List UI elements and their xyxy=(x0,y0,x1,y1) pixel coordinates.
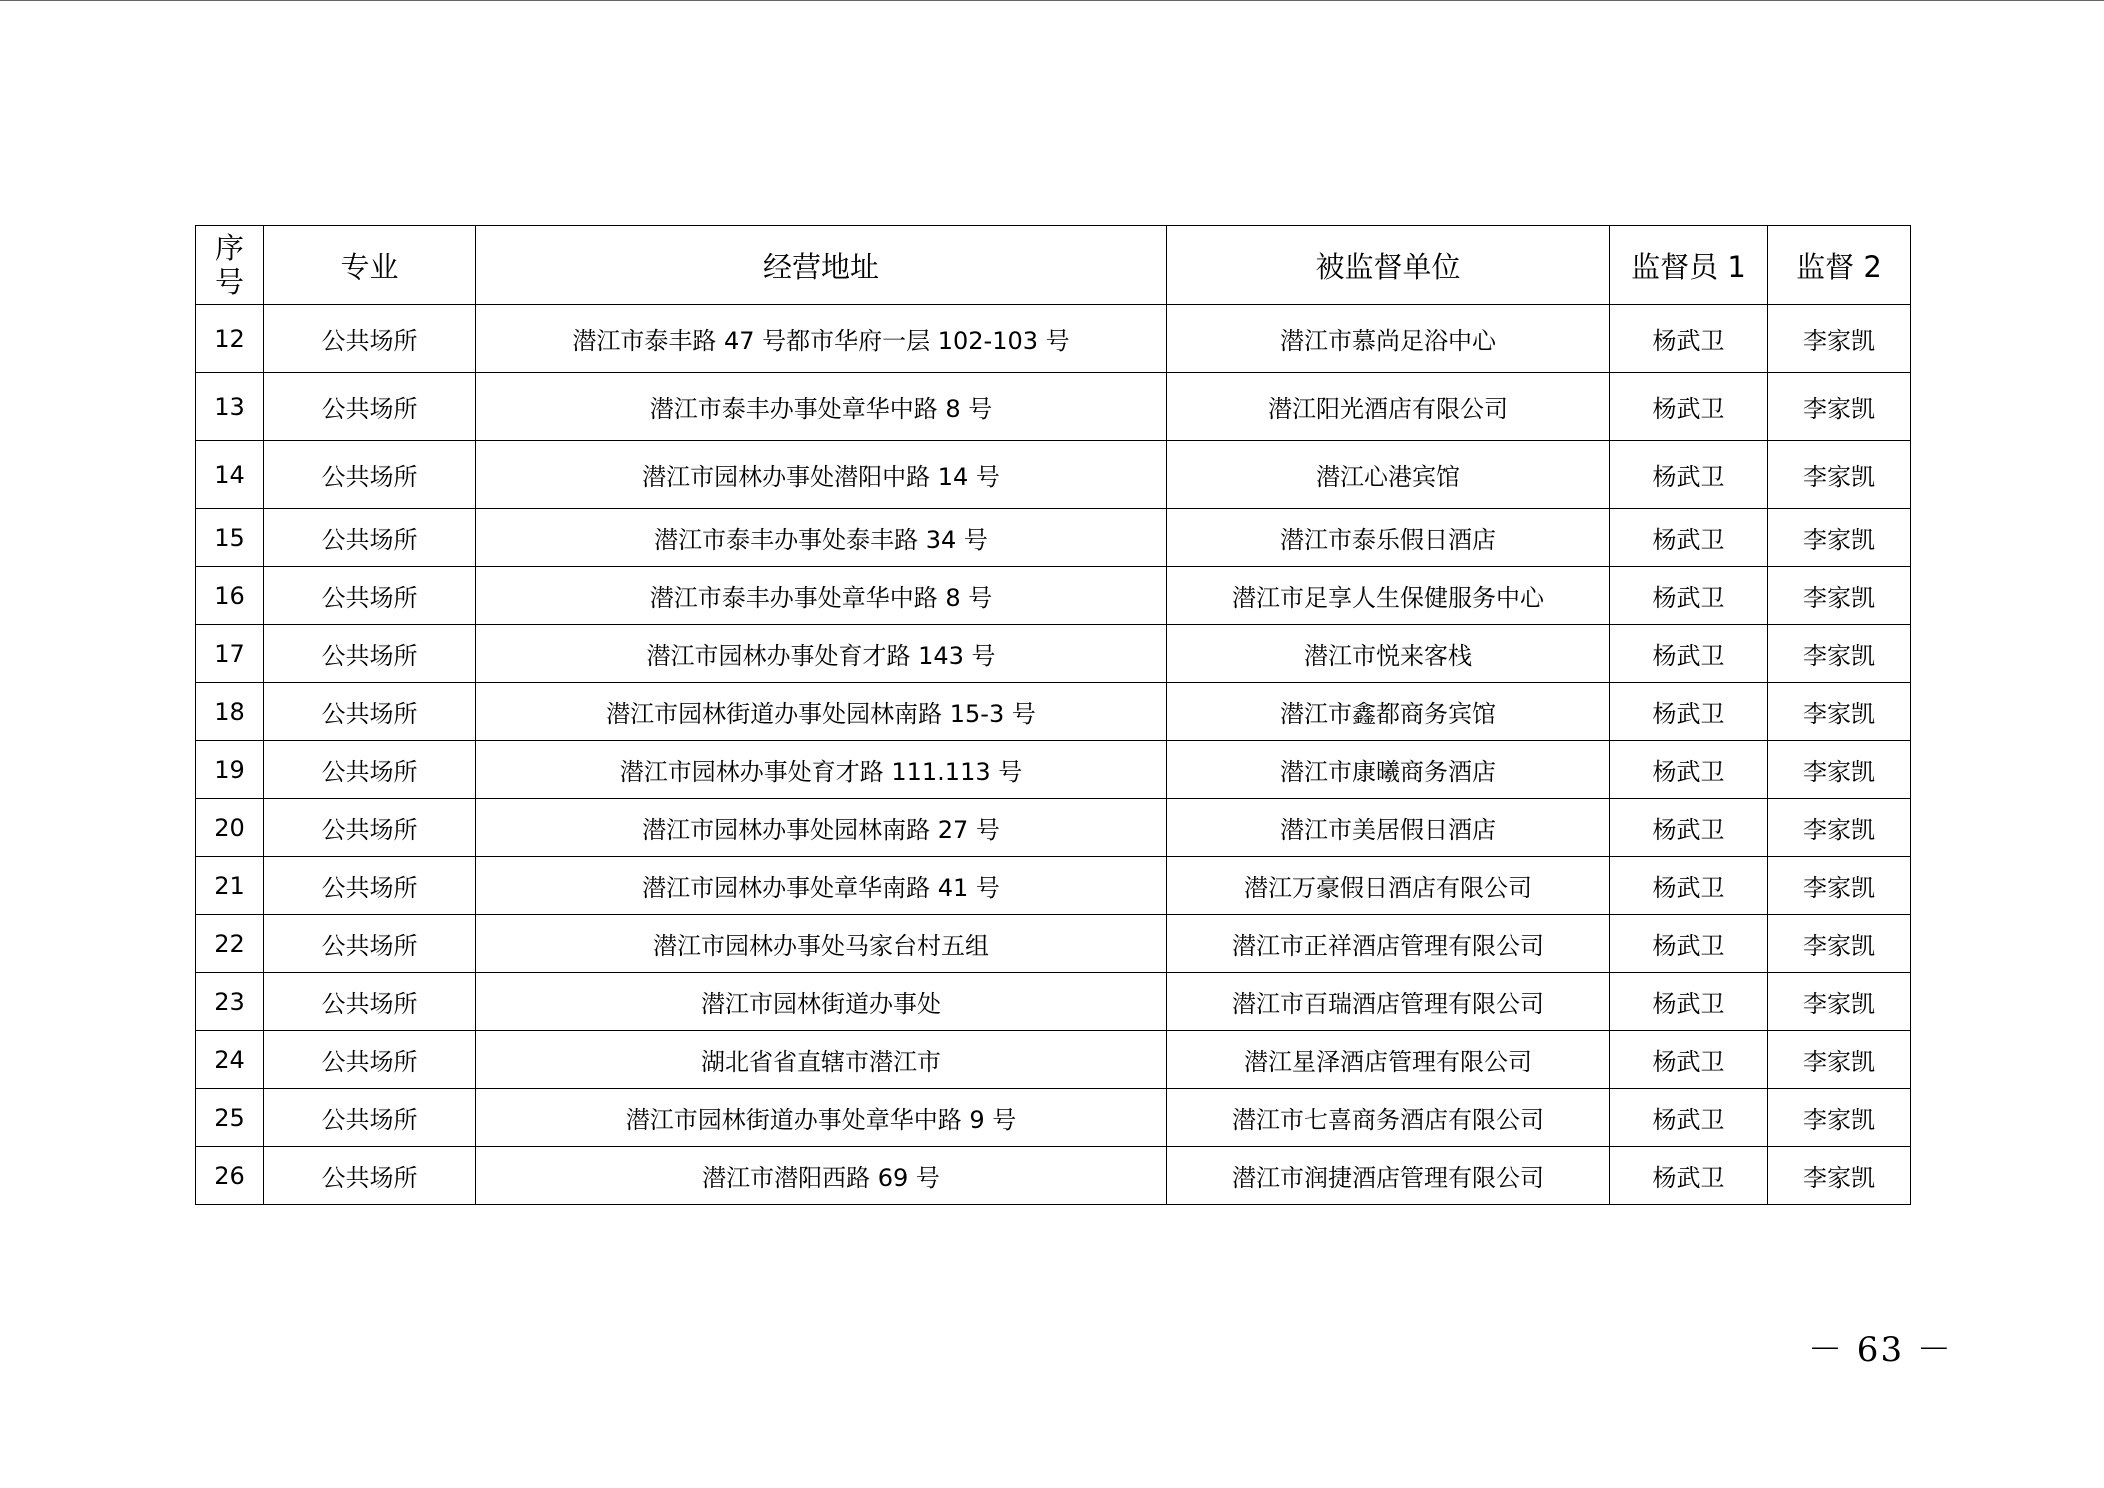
table-row xyxy=(196,799,1911,857)
cell-specialty: 公共场所 xyxy=(264,625,476,683)
cell-unit: 潜江市润捷酒店管理有限公司 xyxy=(1167,1147,1610,1205)
cell-address: 潜江市潜阳西路 69 号 xyxy=(476,1147,1167,1205)
cell-unit: 潜江市足享人生保健服务中心 xyxy=(1167,567,1610,625)
cell-supervisor2: 李家凯 xyxy=(1768,915,1911,973)
cell-supervisor1: 杨武卫 xyxy=(1610,373,1768,441)
cell-seq: 12 xyxy=(196,305,264,373)
cell-supervisor1: 杨武卫 xyxy=(1610,1031,1768,1089)
supervision-table xyxy=(195,225,1911,1205)
cell-supervisor2: 李家凯 xyxy=(1768,683,1911,741)
cell-specialty: 公共场所 xyxy=(264,683,476,741)
cell-address: 潜江市园林办事处马家台村五组 xyxy=(476,915,1167,973)
table-row xyxy=(196,509,1911,567)
cell-specialty: 公共场所 xyxy=(264,799,476,857)
table-row xyxy=(196,973,1911,1031)
header-unit: 被监督单位 xyxy=(1167,226,1610,305)
cell-unit: 潜江市七喜商务酒店有限公司 xyxy=(1167,1089,1610,1147)
cell-specialty: 公共场所 xyxy=(264,915,476,973)
table-row xyxy=(196,567,1911,625)
cell-address: 湖北省省直辖市潜江市 xyxy=(476,1031,1167,1089)
cell-unit: 潜江市悦来客栈 xyxy=(1167,625,1610,683)
cell-address: 潜江市泰丰路 47 号都市华府一层 102-103 号 xyxy=(476,305,1167,373)
cell-supervisor1: 杨武卫 xyxy=(1610,915,1768,973)
cell-unit: 潜江市正祥酒店管理有限公司 xyxy=(1167,915,1610,973)
cell-address: 潜江市园林办事处育才路 143 号 xyxy=(476,625,1167,683)
header-address: 经营地址 xyxy=(476,226,1167,305)
cell-seq: 26 xyxy=(196,1147,264,1205)
cell-seq: 16 xyxy=(196,567,264,625)
cell-address: 潜江市泰丰办事处章华中路 8 号 xyxy=(476,567,1167,625)
cell-specialty: 公共场所 xyxy=(264,857,476,915)
cell-unit: 潜江市百瑞酒店管理有限公司 xyxy=(1167,973,1610,1031)
cell-unit: 潜江星泽酒店管理有限公司 xyxy=(1167,1031,1610,1089)
cell-supervisor2: 李家凯 xyxy=(1768,625,1911,683)
cell-specialty: 公共场所 xyxy=(264,1031,476,1089)
page-top-rule xyxy=(0,0,2104,1)
table-row xyxy=(196,1147,1911,1205)
table-row xyxy=(196,1089,1911,1147)
cell-specialty: 公共场所 xyxy=(264,509,476,567)
cell-supervisor1: 杨武卫 xyxy=(1610,973,1768,1031)
cell-specialty: 公共场所 xyxy=(264,441,476,509)
cell-seq: 19 xyxy=(196,741,264,799)
cell-address: 潜江市园林办事处园林南路 27 号 xyxy=(476,799,1167,857)
cell-address: 潜江市园林街道办事处园林南路 15-3 号 xyxy=(476,683,1167,741)
cell-unit: 潜江市慕尚足浴中心 xyxy=(1167,305,1610,373)
cell-supervisor1: 杨武卫 xyxy=(1610,509,1768,567)
table-row xyxy=(196,741,1911,799)
cell-unit: 潜江市鑫都商务宾馆 xyxy=(1167,683,1610,741)
cell-seq: 24 xyxy=(196,1031,264,1089)
table-row xyxy=(196,441,1911,509)
cell-specialty: 公共场所 xyxy=(264,305,476,373)
cell-specialty: 公共场所 xyxy=(264,741,476,799)
table-row xyxy=(196,915,1911,973)
cell-address: 潜江市园林街道办事处 xyxy=(476,973,1167,1031)
cell-supervisor1: 杨武卫 xyxy=(1610,1089,1768,1147)
cell-specialty: 公共场所 xyxy=(264,373,476,441)
cell-supervisor2: 李家凯 xyxy=(1768,1031,1911,1089)
cell-seq: 13 xyxy=(196,373,264,441)
table-row xyxy=(196,373,1911,441)
cell-specialty: 公共场所 xyxy=(264,567,476,625)
cell-supervisor1: 杨武卫 xyxy=(1610,857,1768,915)
cell-supervisor1: 杨武卫 xyxy=(1610,567,1768,625)
cell-seq: 20 xyxy=(196,799,264,857)
cell-seq: 21 xyxy=(196,857,264,915)
cell-supervisor1: 杨武卫 xyxy=(1610,1147,1768,1205)
cell-seq: 18 xyxy=(196,683,264,741)
cell-supervisor2: 李家凯 xyxy=(1768,441,1911,509)
table-row xyxy=(196,625,1911,683)
cell-supervisor2: 李家凯 xyxy=(1768,741,1911,799)
table-body xyxy=(196,305,1911,1205)
cell-address: 潜江市园林办事处育才路 111.113 号 xyxy=(476,741,1167,799)
cell-address: 潜江市园林街道办事处章华中路 9 号 xyxy=(476,1089,1167,1147)
cell-supervisor2: 李家凯 xyxy=(1768,973,1911,1031)
table-row xyxy=(196,1031,1911,1089)
cell-seq: 14 xyxy=(196,441,264,509)
cell-seq: 17 xyxy=(196,625,264,683)
header-row xyxy=(196,226,1911,305)
cell-unit: 潜江万豪假日酒店有限公司 xyxy=(1167,857,1610,915)
header-specialty: 专业 xyxy=(264,226,476,305)
cell-supervisor1: 杨武卫 xyxy=(1610,305,1768,373)
cell-supervisor2: 李家凯 xyxy=(1768,1089,1911,1147)
page-number: － 63 － xyxy=(1808,1330,1953,1370)
cell-supervisor2: 李家凯 xyxy=(1768,567,1911,625)
cell-seq: 22 xyxy=(196,915,264,973)
cell-address: 潜江市园林办事处潜阳中路 14 号 xyxy=(476,441,1167,509)
cell-supervisor2: 李家凯 xyxy=(1768,373,1911,441)
table-row xyxy=(196,683,1911,741)
cell-supervisor2: 李家凯 xyxy=(1768,509,1911,567)
cell-unit: 潜江市泰乐假日酒店 xyxy=(1167,509,1610,567)
cell-seq: 23 xyxy=(196,973,264,1031)
cell-address: 潜江市泰丰办事处章华中路 8 号 xyxy=(476,373,1167,441)
table-row xyxy=(196,305,1911,373)
cell-specialty: 公共场所 xyxy=(264,1089,476,1147)
cell-seq: 15 xyxy=(196,509,264,567)
cell-specialty: 公共场所 xyxy=(264,973,476,1031)
cell-supervisor1: 杨武卫 xyxy=(1610,625,1768,683)
cell-unit: 潜江阳光酒店有限公司 xyxy=(1167,373,1610,441)
cell-supervisor2: 李家凯 xyxy=(1768,799,1911,857)
cell-supervisor2: 李家凯 xyxy=(1768,857,1911,915)
cell-address: 潜江市泰丰办事处泰丰路 34 号 xyxy=(476,509,1167,567)
cell-address: 潜江市园林办事处章华南路 41 号 xyxy=(476,857,1167,915)
cell-unit: 潜江市美居假日酒店 xyxy=(1167,799,1610,857)
cell-supervisor1: 杨武卫 xyxy=(1610,741,1768,799)
header-seq xyxy=(196,226,264,305)
cell-supervisor2: 李家凯 xyxy=(1768,305,1911,373)
cell-specialty: 公共场所 xyxy=(264,1147,476,1205)
table-row xyxy=(196,857,1911,915)
cell-supervisor1: 杨武卫 xyxy=(1610,799,1768,857)
header-seq-label: 序号 xyxy=(215,231,245,299)
cell-seq: 25 xyxy=(196,1089,264,1147)
cell-supervisor1: 杨武卫 xyxy=(1610,683,1768,741)
header-supervisor1: 监督员 1 xyxy=(1610,226,1768,305)
cell-supervisor2: 李家凯 xyxy=(1768,1147,1911,1205)
cell-unit: 潜江市康曦商务酒店 xyxy=(1167,741,1610,799)
header-supervisor2: 监督 2 xyxy=(1768,226,1911,305)
cell-unit: 潜江心港宾馆 xyxy=(1167,441,1610,509)
cell-supervisor1: 杨武卫 xyxy=(1610,441,1768,509)
